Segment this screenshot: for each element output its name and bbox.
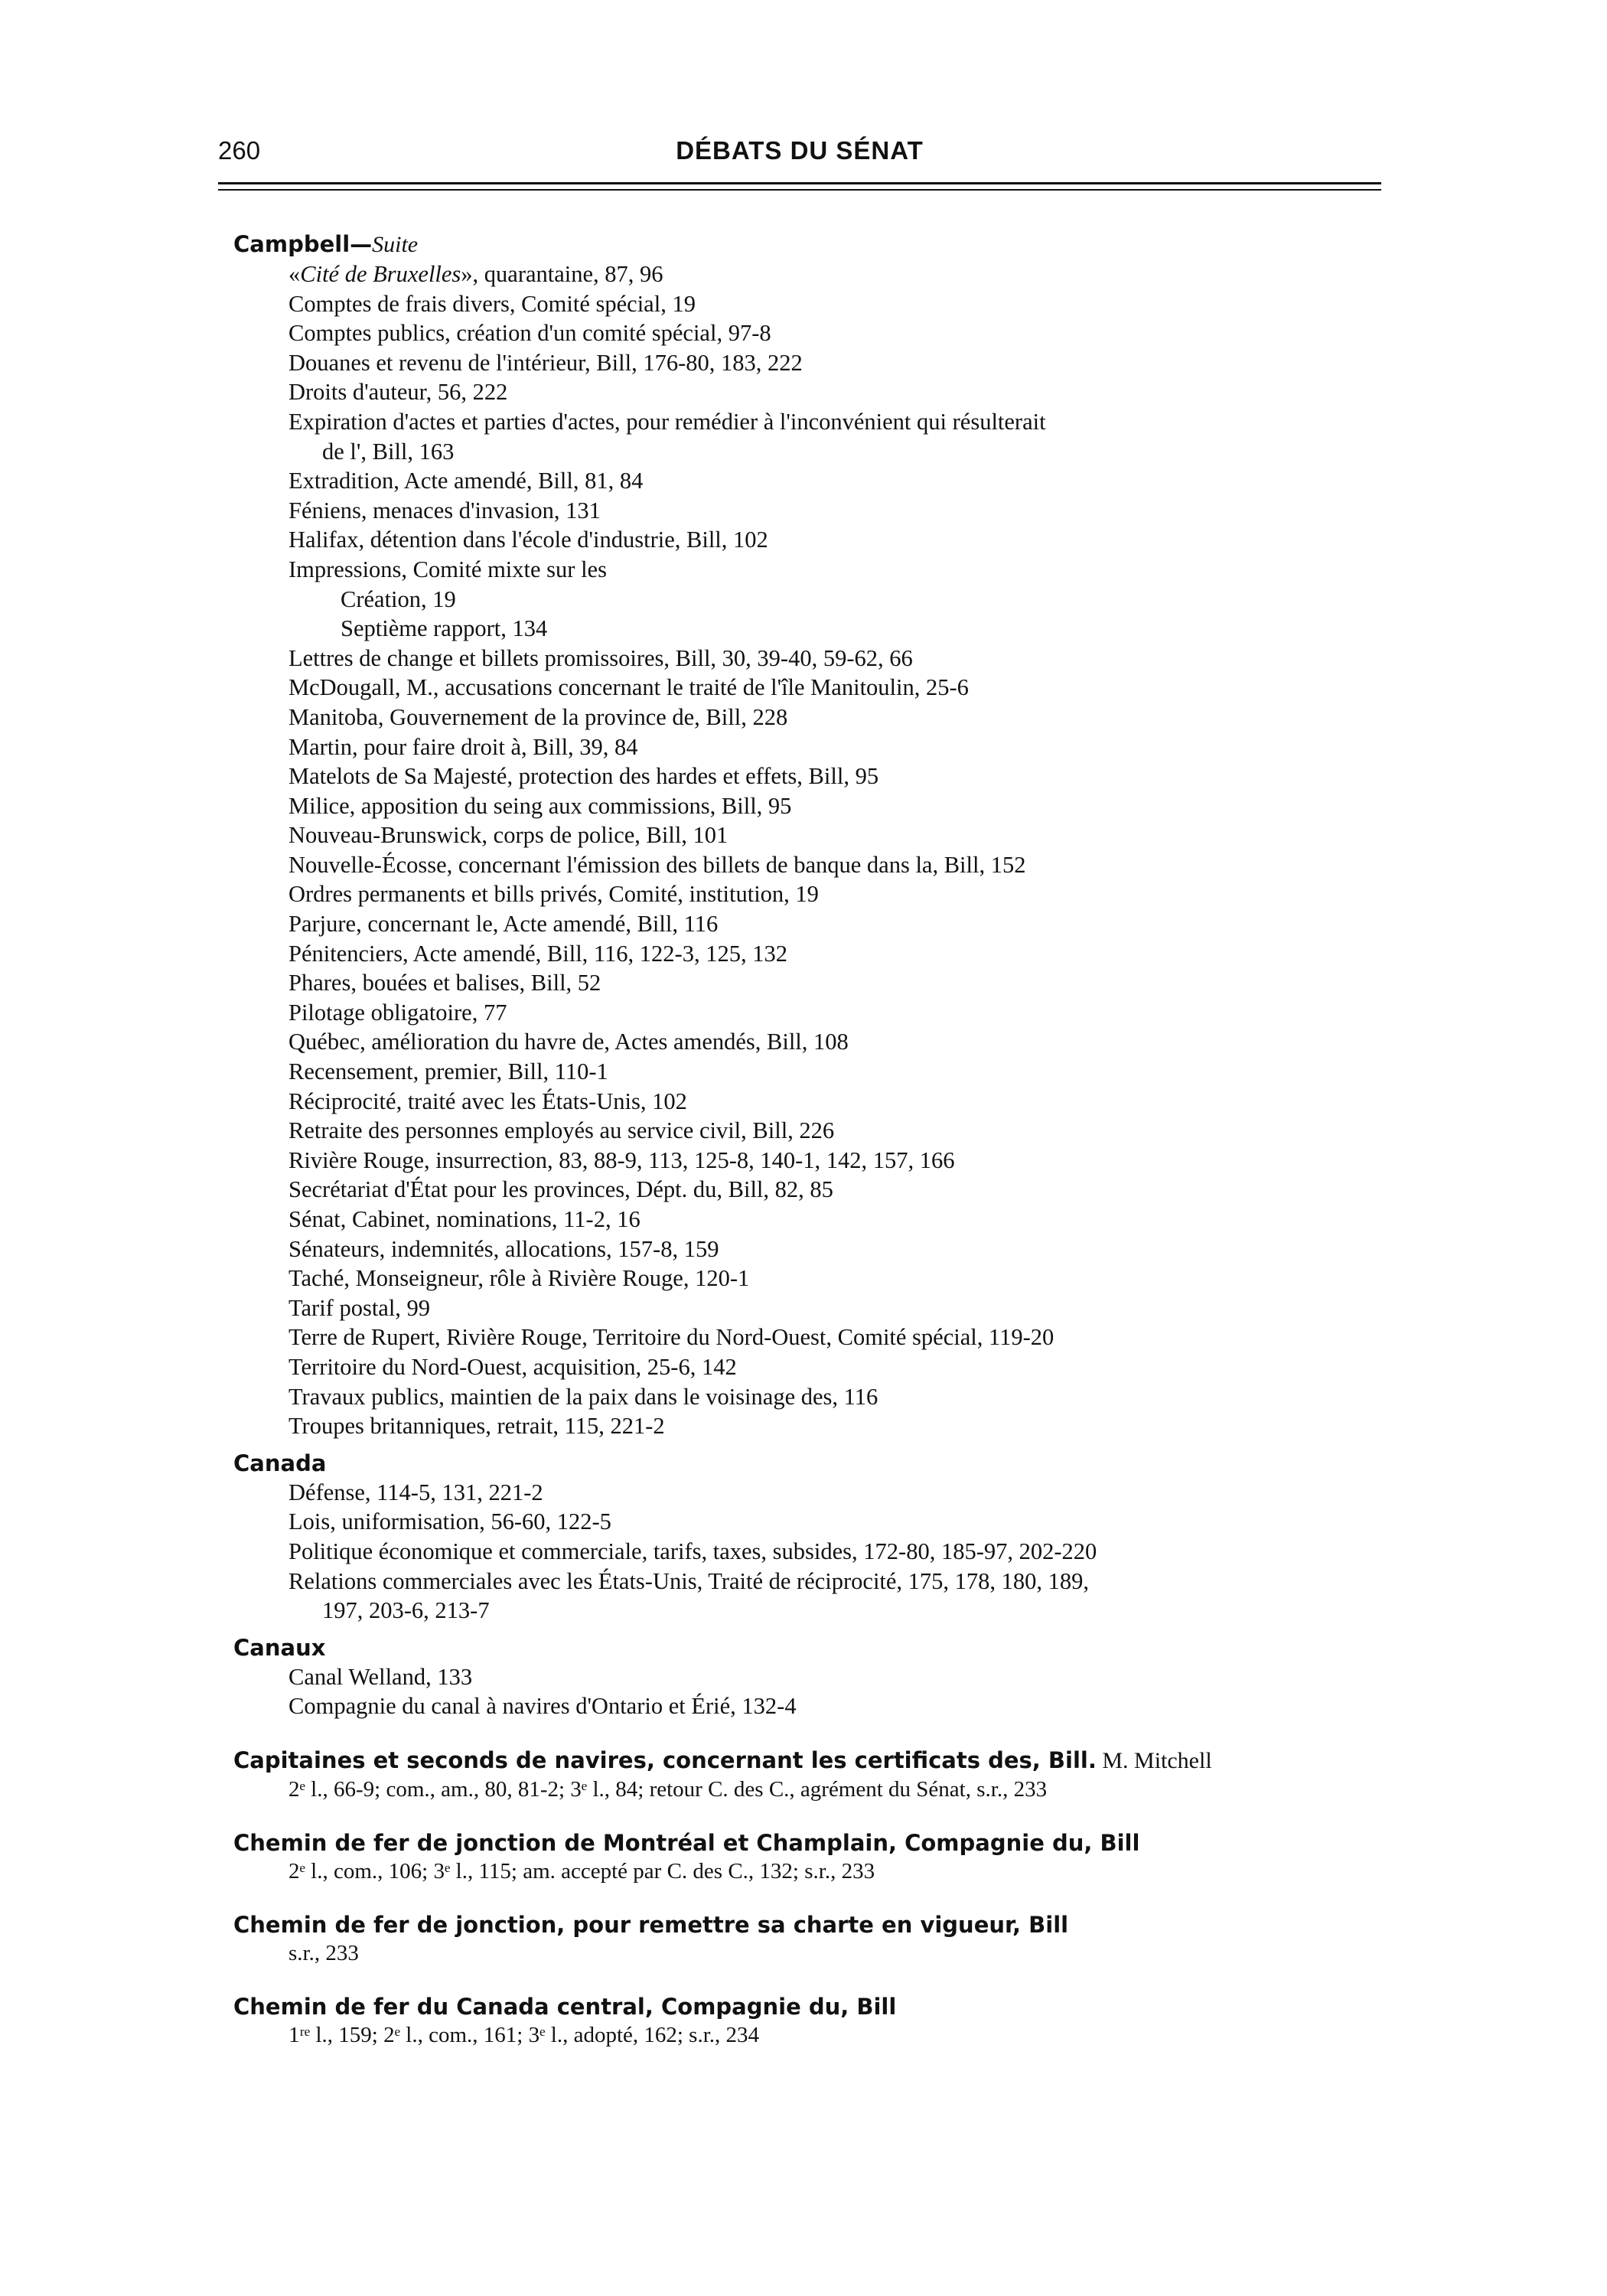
subentry-continuation: de l', Bill, 163 <box>322 438 455 465</box>
index-subentry: Douanes et revenu de l'intérieur, Bill, 176-80, 183, 222 <box>288 349 803 376</box>
header-rule-top <box>218 182 1381 184</box>
index-subentry: Politique économique et commerciale, tarifs, taxes, subsides, 172-80, 185-97, 202-220 <box>288 1538 1097 1564</box>
index-subentry: Nouvelle-Écosse, concernant l'émission des billets de banque dans la, Bill, 152 <box>288 851 1026 878</box>
index-heading-chemin-montreal: Chemin de fer de jonction de Montréal et Champlain, Compagnie du, Bill <box>233 1829 1140 1856</box>
index-body <box>233 230 1381 2050</box>
index-subentry: Lois, uniformisation, 56-60, 122-5 <box>288 1508 611 1535</box>
bill-stages-capitaines: 2ᵉ l., 66-9; com., am., 80, 81-2; 3ᵉ l., 84; retour C. des C., agrément du Sénat, s.r., 233 <box>288 1776 1048 1802</box>
campbell-entries <box>233 259 1381 1441</box>
index-heading-capitaines: Capitaines et seconds de navires, concernant les certificats des, Bill. M. Mitchell <box>233 1746 1212 1773</box>
canaux-entries <box>233 1662 1381 1721</box>
index-subentry: Secrétariat d'État pour les provinces, Dépt. du, Bill, 82, 85 <box>288 1176 833 1203</box>
page-number: 260 <box>218 136 261 165</box>
bill-stages-chemin-montreal: 2ᵉ l., com., 106; 3ᵉ l., 115; am. accepté par C. des C., 132; s.r., 233 <box>288 1858 875 1883</box>
index-subentry: Matelots de Sa Majesté, protection des hardes et effets, Bill, 95 <box>288 763 879 790</box>
index-subentry: Septième rapport, 134 <box>341 615 548 642</box>
index-subentry: Pénitenciers, Acte amendé, Bill, 116, 122-3, 125, 132 <box>288 940 787 967</box>
index-subentry: Pilotage obligatoire, 77 <box>288 999 507 1026</box>
subentry-continuation: 197, 203-6, 213-7 <box>322 1597 490 1624</box>
index-heading-campbell: Campbell—Suite <box>233 231 419 257</box>
index-subentry: «Cité de Bruxelles», quarantaine, 87, 96 <box>288 261 663 287</box>
index-subentry: Québec, amélioration du havre de, Actes amendés, Bill, 108 <box>288 1029 849 1055</box>
index-subentry: Sénateurs, indemnités, allocations, 157-8, 159 <box>288 1235 719 1262</box>
index-subentry: Impressions, Comité mixte sur les <box>288 556 607 582</box>
ship-name: Cité de Bruxelles <box>300 261 461 287</box>
index-subentry: Féniens, menaces d'invasion, 131 <box>288 497 601 523</box>
index-subentry: Lettres de change et billets promissoires, Bill, 30, 39-40, 59-62, 66 <box>288 644 913 671</box>
index-subentry: Canal Welland, 133 <box>288 1663 473 1690</box>
index-subentry: Droits d'auteur, 56, 222 <box>288 379 508 406</box>
index-subentry: Sénat, Cabinet, nominations, 11-2, 16 <box>288 1206 641 1232</box>
index-subentry: Comptes de frais divers, Comité spécial, 19 <box>288 290 696 317</box>
index-subentry: Martin, pour faire droit à, Bill, 39, 84 <box>288 733 638 760</box>
index-subentry: Comptes publics, création d'un comité spécial, 97-8 <box>288 320 771 347</box>
heading-sponsor: M. Mitchell <box>1096 1747 1212 1773</box>
index-heading-chemin-canada: Chemin de fer du Canada central, Compagnie du, Bill <box>233 1993 897 2020</box>
index-heading-canaux: Canaux <box>233 1634 326 1661</box>
index-heading-chemin-jonction: Chemin de fer de jonction, pour remettre sa charte en vigueur, Bill <box>233 1911 1069 1938</box>
bill-stages-chemin-jonction: s.r., 233 <box>288 1940 359 1965</box>
index-subentry: Territoire du Nord-Ouest, acquisition, 25-6, 142 <box>288 1353 737 1380</box>
index-subentry: McDougall, M., accusations concernant le traité de l'île Manitoulin, 25-6 <box>288 674 969 701</box>
page-header <box>218 136 1381 182</box>
index-subentry: Défense, 114-5, 131, 221-2 <box>288 1479 543 1505</box>
index-subentry: Milice, apposition du seing aux commissions, Bill, 95 <box>288 792 792 819</box>
index-subentry: Parjure, concernant le, Acte amendé, Bill, 116 <box>288 911 719 938</box>
index-subentry: Nouveau-Brunswick, corps de police, Bill, 101 <box>288 822 729 849</box>
index-subentry: Troupes britanniques, retrait, 115, 221-2 <box>288 1413 665 1440</box>
index-subentry: Retraite des personnes employés au service civil, Bill, 226 <box>288 1117 835 1144</box>
index-subentry: Travaux publics, maintien de la paix dans le voisinage des, 116 <box>288 1383 878 1410</box>
index-heading-canada: Canada <box>233 1450 327 1476</box>
index-subentry: Compagnie du canal à navires d'Ontario et Érié, 132-4 <box>288 1693 797 1720</box>
index-subentry: Phares, bouées et balises, Bill, 52 <box>288 970 601 996</box>
index-subentry: Création, 19 <box>341 585 456 612</box>
index-subentry: Recensement, premier, Bill, 110-1 <box>288 1058 608 1085</box>
running-title: DÉBATS DU SÉNAT <box>676 136 924 165</box>
index-subentry: Rivière Rouge, insurrection, 83, 88-9, 113, 125-8, 140-1, 142, 157, 166 <box>288 1146 955 1173</box>
index-subentry: Terre de Rupert, Rivière Rouge, Territoire du Nord-Ouest, Comité spécial, 119-20 <box>288 1324 1054 1351</box>
index-subentry: Ordres permanents et bills privés, Comité, institution, 19 <box>288 881 819 908</box>
index-subentry: Manitoba, Gouvernement de la province de, Bill, 228 <box>288 703 788 730</box>
index-subentry: Expiration d'actes et parties d'actes, pour remédier à l'inconvénient qui résulterait de l', Bill, 163 <box>233 407 1381 466</box>
heading-suffix: Suite <box>372 232 419 257</box>
index-subentry: Relations commerciales avec les États-Unis, Traité de réciprocité, 175, 178, 180, 189, 197, 203-6, 213-7 <box>233 1567 1381 1626</box>
index-subentry: Réciprocité, traité avec les États-Unis, 102 <box>288 1088 687 1114</box>
index-subentry: Extradition, Acte amendé, Bill, 81, 84 <box>288 468 644 494</box>
index-subentry: Halifax, détention dans l'école d'industrie, Bill, 102 <box>288 527 768 553</box>
index-subentry: Tarif postal, 99 <box>288 1294 431 1321</box>
canada-entries <box>233 1478 1381 1626</box>
header-rule-bottom <box>218 189 1381 191</box>
bill-stages-chemin-canada: 1ʳᵉ l., 159; 2ᵉ l., com., 161; 3ᵉ l., adopté, 162; s.r., 234 <box>288 2022 760 2047</box>
index-subentry: Taché, Monseigneur, rôle à Rivière Rouge, 120-1 <box>288 1265 750 1292</box>
